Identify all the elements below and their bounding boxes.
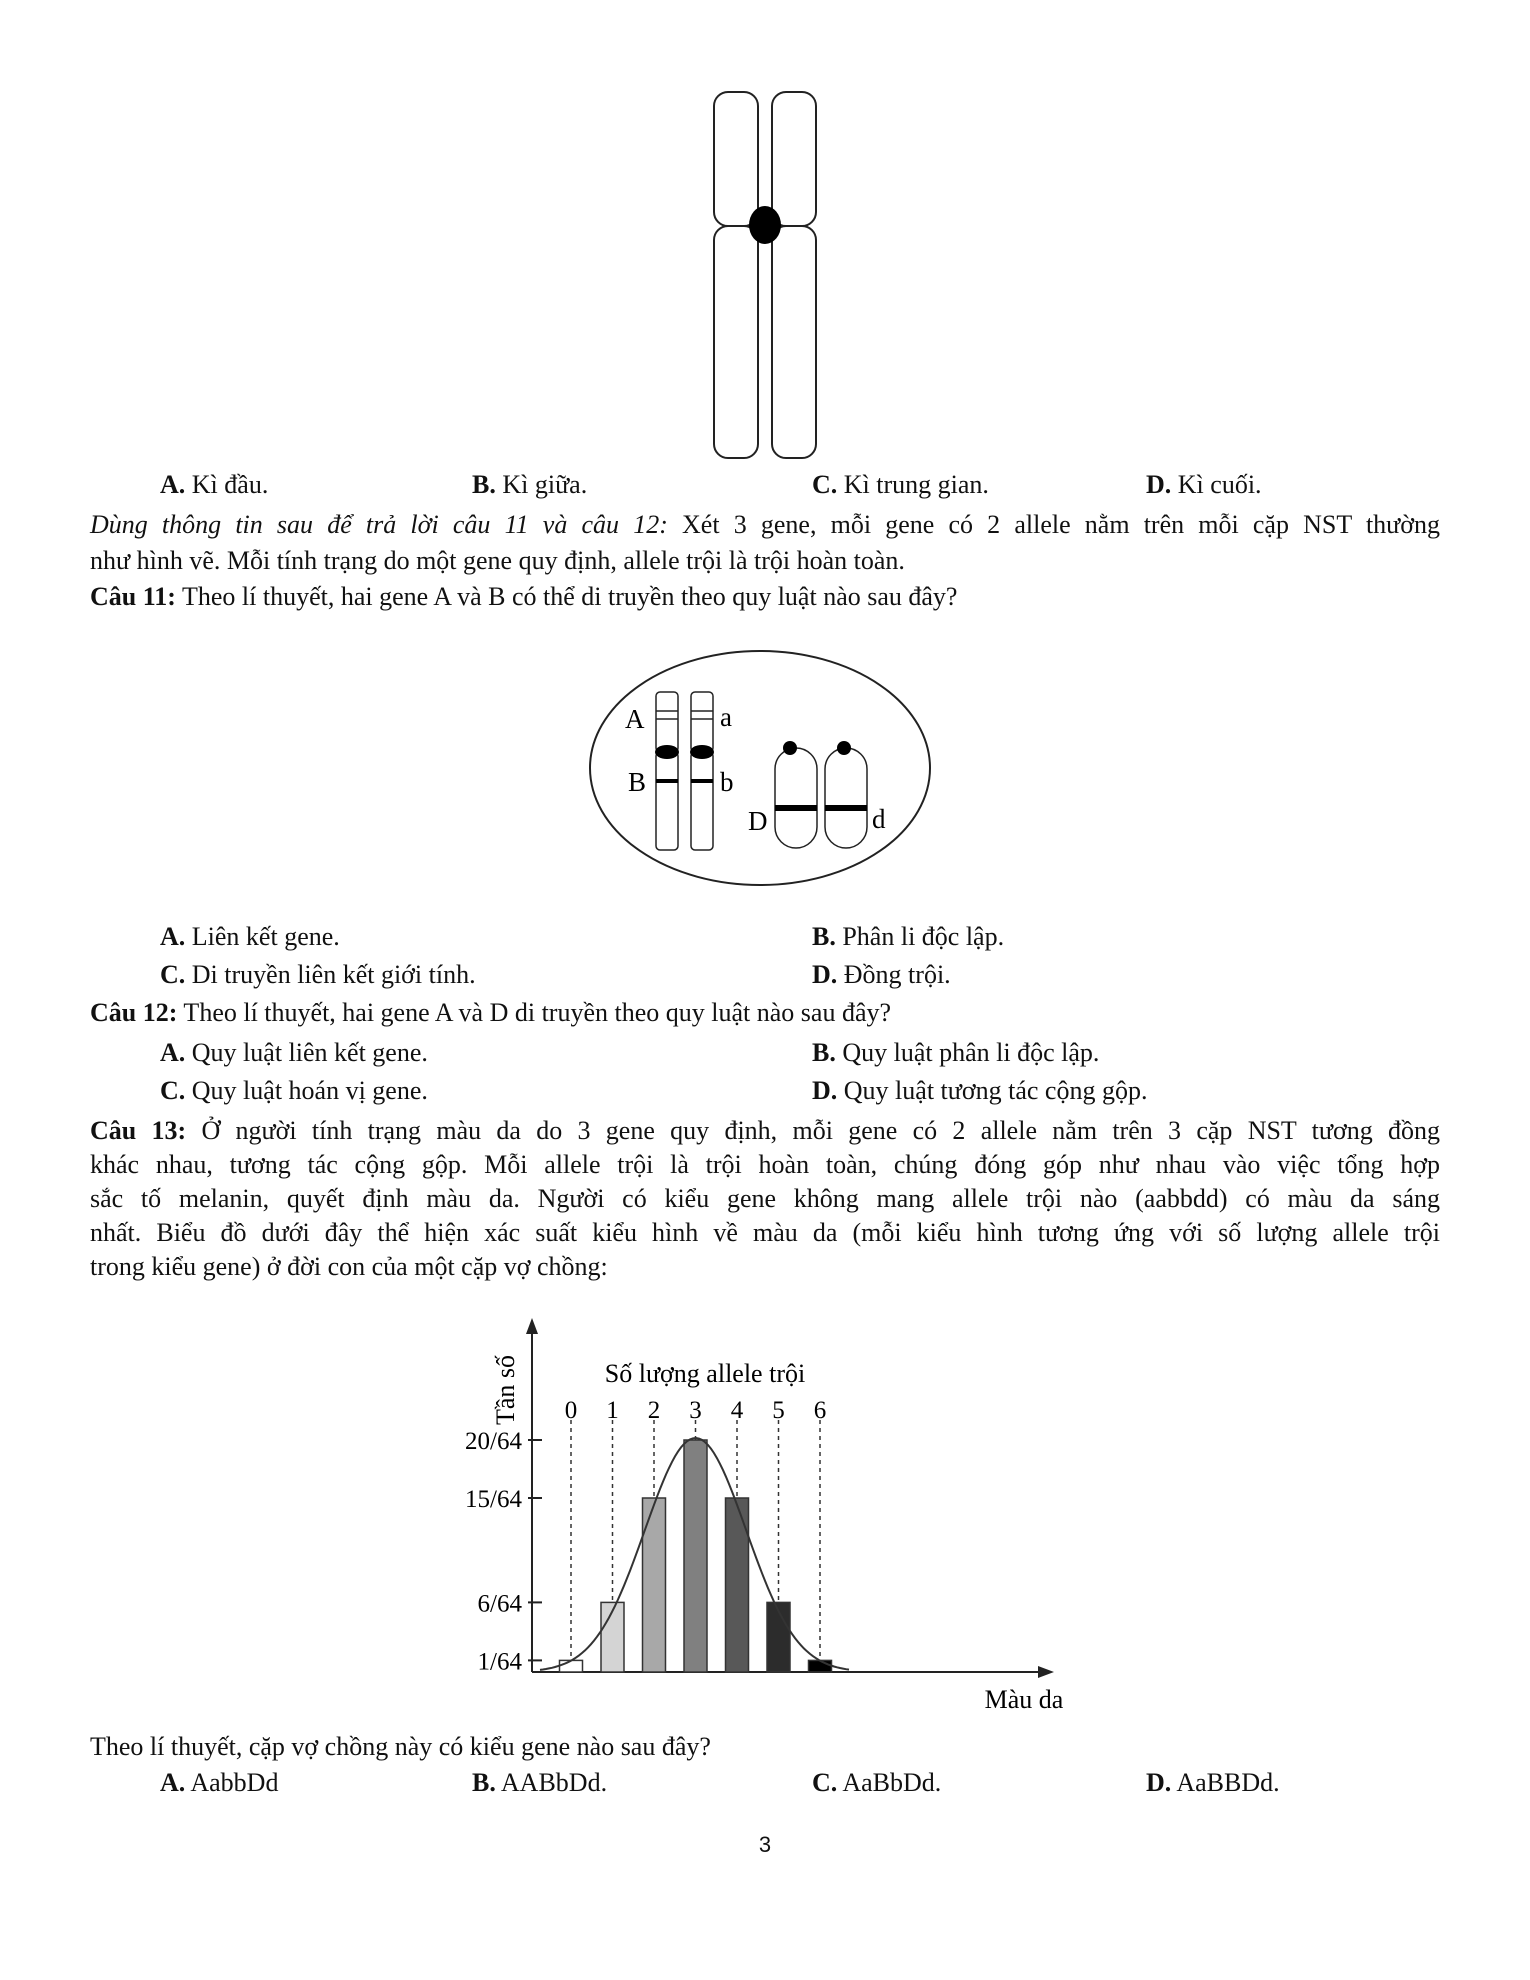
option-letter: B.: [812, 1038, 836, 1067]
q13-line-1: [90, 1114, 1440, 1147]
centromere-left-2: [690, 745, 714, 759]
label-D: D: [748, 806, 768, 836]
option-text: Liên kết gene.: [185, 922, 340, 951]
q13-option-d[interactable]: [1146, 1766, 1280, 1799]
y-tick-label: 15/64: [465, 1486, 522, 1513]
locus-band-b: [691, 779, 713, 783]
chromatid-left-upper-arm: [714, 92, 758, 226]
q13-option-c[interactable]: [812, 1766, 941, 1799]
label-A: A: [625, 704, 645, 734]
question-text: Theo lí thuyết, hai gene A và B có thể di truyền theo quy luật nào sau đây?: [175, 582, 958, 611]
label-d: d: [872, 804, 886, 834]
q12-question: [90, 996, 1440, 1029]
category-label: 6: [813, 1397, 827, 1424]
cell-figure: [580, 640, 940, 900]
option-text: Phân li độc lập.: [835, 922, 1005, 951]
intro-text: Xét 3 gene, mỗi gene có 2 allele nằm trên mỗi cặp NST thường: [667, 510, 1441, 539]
option-text: AABbDd.: [495, 1768, 608, 1797]
q10-option-b[interactable]: [472, 468, 587, 501]
q13-option-a[interactable]: [160, 1766, 278, 1799]
label-b: b: [720, 767, 734, 797]
question-label: Câu 13:: [90, 1116, 187, 1145]
option-text: Đồng trội.: [837, 960, 951, 989]
option-text: Kì đầu.: [185, 470, 269, 499]
q12-option-a[interactable]: [160, 1036, 428, 1069]
q13-line-2: khác nhau, tương tác cộng gộp. Mỗi allele trội là trội hoàn toàn, chúng đóng góp như nhau vào việc tổng hợp: [90, 1150, 1440, 1179]
q11-option-c[interactable]: [160, 958, 476, 991]
option-letter: C.: [160, 1076, 186, 1105]
q12-option-b[interactable]: [812, 1036, 1099, 1069]
q11-option-b[interactable]: [812, 920, 1004, 953]
option-letter: D.: [812, 960, 838, 989]
q13-line-5: trong kiểu gene) ở đời con của một cặp vợ chồng:: [90, 1252, 608, 1281]
category-label: 0: [564, 1397, 578, 1424]
q13-question: Theo lí thuyết, cặp vợ chồng này có kiểu gene nào sau đây?: [90, 1732, 711, 1761]
centromere-left-1: [655, 745, 679, 759]
chart-title: Số lượng allele trội: [604, 1359, 806, 1388]
chromosome-a2-lower: [691, 752, 713, 850]
label-a: a: [720, 702, 732, 732]
q10-option-d[interactable]: [1146, 468, 1262, 501]
option-text: AaBbDd.: [837, 1768, 942, 1797]
chromosome-figure: [700, 80, 840, 470]
q13-line-4: nhất. Biểu đồ dưới đây thể hiện xác suất kiểu hình về màu da (mỗi kiểu hình tương ứng với số lượng allele trội: [90, 1218, 1440, 1247]
bar-3: [684, 1440, 707, 1672]
option-text: AaBBDd.: [1171, 1768, 1280, 1797]
q10-option-c[interactable]: [812, 468, 989, 501]
option-letter: B.: [472, 1768, 496, 1797]
category-label: 5: [772, 1397, 785, 1424]
intro-italic: Dùng thông tin sau để trả lời câu 11 và câu 12:: [90, 510, 668, 539]
option-text: Kì giữa.: [495, 470, 588, 499]
q13-option-b[interactable]: [472, 1766, 607, 1799]
q11-option-d[interactable]: [812, 958, 951, 991]
option-text: Kì cuối.: [1171, 470, 1262, 499]
option-letter: D.: [1146, 470, 1172, 499]
bar-6: [809, 1660, 832, 1672]
chromosome-a-lower: [656, 752, 678, 850]
question-label: Câu 12:: [90, 998, 178, 1027]
chromosome-a2-upper: [691, 692, 713, 752]
x-axis-label: Màu da: [984, 1685, 1064, 1714]
option-text: Quy luật hoán vị gene.: [185, 1076, 428, 1105]
option-text: Quy luật liên kết gene.: [185, 1038, 428, 1067]
q12-option-d[interactable]: [812, 1074, 1147, 1107]
locus-band-B: [656, 779, 678, 783]
y-tick-label: 6/64: [477, 1590, 522, 1618]
centromere-d: [783, 741, 797, 755]
chromatid-right-lower-arm: [772, 226, 816, 458]
locus-band-d: [825, 805, 867, 811]
chromatid-right-upper-arm: [772, 92, 816, 226]
option-text: Quy luật phân li độc lập.: [835, 1038, 1100, 1067]
option-letter: A.: [160, 1038, 186, 1067]
chromosome-d2: [825, 748, 867, 848]
q13-line-3: sắc tố melanin, quyết định màu da. Người có kiểu gene không mang allele trội nào (aabbdd) có màu da sáng: [90, 1184, 1440, 1213]
q12-option-c[interactable]: [160, 1074, 428, 1107]
q10-option-a[interactable]: [160, 468, 268, 501]
option-letter: D.: [1146, 1768, 1172, 1797]
option-letter: C.: [812, 470, 838, 499]
option-letter: B.: [812, 922, 836, 951]
option-letter: B.: [472, 470, 496, 499]
q11-question: [90, 580, 1440, 613]
option-text: Kì trung gian.: [837, 470, 989, 499]
option-letter: A.: [160, 1768, 186, 1797]
option-letter: C.: [160, 960, 186, 989]
option-text: AabbDd: [185, 1768, 279, 1797]
bar-0: [560, 1660, 583, 1672]
category-label: 2: [647, 1397, 661, 1424]
shared-intro-line-2: như hình vẽ. Mỗi tính trạng do một gene quy định, allele trội là trội hoàn toàn.: [90, 546, 905, 575]
category-label: 3: [689, 1397, 702, 1424]
y-tick-label: 20/64: [465, 1428, 522, 1455]
label-B: B: [628, 767, 647, 797]
skin-color-distribution-chart: [450, 1300, 1070, 1720]
question-text: Theo lí thuyết, hai gene A và D di truyền theo quy luật nào sau đây?: [177, 998, 892, 1027]
chromosome-a-upper: [656, 692, 678, 752]
option-text: Quy luật tương tác cộng gộp.: [837, 1076, 1148, 1105]
option-letter: C.: [812, 1768, 838, 1797]
option-text: Di truyền liên kết giới tính.: [185, 960, 476, 989]
locus-band-D: [775, 805, 817, 811]
option-letter: A.: [160, 922, 186, 951]
chromosome-d: [775, 748, 817, 848]
centromere: [749, 206, 781, 244]
shared-intro-line-1: [90, 508, 1440, 541]
page-number: 3: [758, 1832, 772, 1857]
centromere-d2: [837, 741, 851, 755]
question-label: Câu 11:: [90, 582, 176, 611]
q11-option-a[interactable]: [160, 920, 340, 953]
chromatid-left-lower-arm: [714, 226, 758, 458]
y-axis-arrow: [526, 1318, 538, 1334]
x-axis-arrow: [1038, 1666, 1054, 1678]
y-axis-label: Tần số: [491, 1354, 520, 1426]
y-tick-label: 1/64: [477, 1648, 522, 1676]
option-letter: A.: [160, 470, 186, 499]
option-letter: D.: [812, 1076, 838, 1105]
question-text: Ở người tính trạng màu da do 3 gene quy định, mỗi gene có 2 allele nằm trên 3 cặp NST tương đồng: [186, 1116, 1440, 1145]
category-label: 4: [730, 1397, 744, 1424]
category-label: 1: [606, 1397, 619, 1424]
